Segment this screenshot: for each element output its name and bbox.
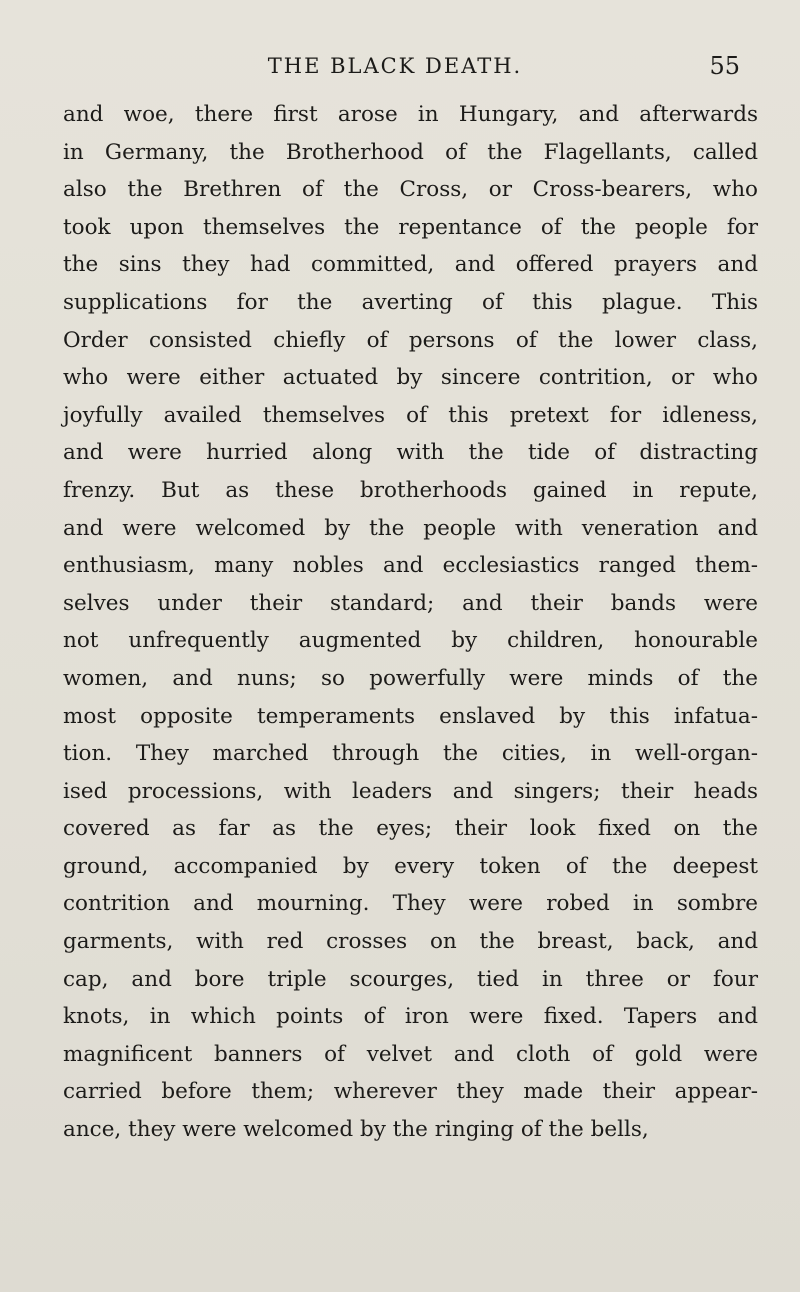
text-line: in Germany, the Brotherhood of the Flagellants, called: [63, 139, 758, 165]
text-line: ground, accompanied by every token of the deepest: [63, 853, 758, 879]
text-line: Order consisted chiefly of persons of the lower class,: [63, 327, 758, 353]
text-line: contrition and mourning. They were robed in sombre: [63, 891, 758, 917]
text-line: enthusiasm, many nobles and ecclesiastics ranged them-: [63, 553, 758, 579]
text-line: knots, in which points of iron were fixed. Tapers and: [63, 1004, 758, 1030]
text-line: magnificent banners of velvet and cloth of gold were: [63, 1041, 758, 1067]
text-line: covered as far as the eyes; their look fixed on the: [63, 816, 758, 842]
text-line: ised processions, with leaders and singers; their heads: [63, 778, 758, 804]
text-line: also the Brethren of the Cross, or Cross-bearers, who: [63, 177, 758, 203]
text-line: selves under their standard; and their bands were: [63, 590, 758, 616]
text-line: joyfully availed themselves of this pretext for idleness,: [63, 402, 758, 428]
text-line: frenzy. But as these brotherhoods gained in repute,: [63, 477, 758, 503]
text-line: supplications for the averting of this plague. This: [63, 289, 758, 315]
text-line: took upon themselves the repentance of the people for: [63, 214, 758, 240]
text-line: cap, and bore triple scourges, tied in three or four: [63, 966, 758, 992]
text-line: who were either actuated by sincere contrition, or who: [63, 365, 758, 391]
text-line: ance, they were welcomed by the ringing of the bells,: [63, 1117, 649, 1143]
running-title: THE BLACK DEATH.: [267, 54, 523, 78]
text-line: and were welcomed by the people with veneration and: [63, 515, 758, 541]
text-line: garments, with red crosses on the breast, back, and: [63, 929, 758, 955]
text-line: women, and nuns; so powerfully were minds of the: [63, 665, 758, 691]
text-line: carried before them; wherever they made their appear-: [63, 1079, 758, 1105]
text-line: not unfrequently augmented by children, honourable: [63, 628, 758, 654]
text-line: the sins they had committed, and offered prayers and: [63, 252, 758, 278]
running-head: [50, 46, 740, 86]
body-text: [63, 96, 758, 1149]
text-line: most opposite temperaments enslaved by this infatua-: [63, 703, 758, 729]
text-line: tion. They marched through the cities, in well-organ-: [63, 741, 758, 767]
page-number: 55: [709, 52, 740, 80]
text-line: and woe, there first arose in Hungary, and afterwards: [63, 102, 758, 127]
text-line: and were hurried along with the tide of distracting: [63, 440, 758, 466]
